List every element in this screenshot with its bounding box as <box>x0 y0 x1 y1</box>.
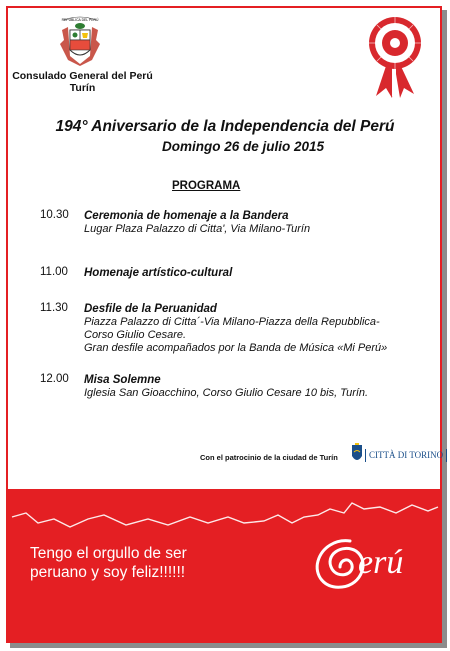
event-detail: Corso Giulio Cesare. <box>84 329 187 341</box>
event-time: 11.30 <box>40 302 68 314</box>
torino-shield-icon <box>351 443 363 465</box>
slogan <box>30 544 187 582</box>
event-detail: Iglesia San Gioacchino, Corso Giulio Cesare 10 bis, Turín. <box>84 387 369 399</box>
event-detail: Piazza Palazzo di Citta´-Via Milano-Piazza della Repubblica- <box>84 316 380 328</box>
consulate-line-2: Turín <box>69 82 96 94</box>
patronage-text: Con el patrocinio de la ciudad de Turín <box>200 453 338 462</box>
page-shadow-bottom <box>10 643 447 648</box>
event-title: 194° Aniversario de la Independencia del Perú <box>55 118 395 135</box>
coat-of-arms-icon <box>58 16 102 68</box>
consulate-line-1: Consulado General del Perú <box>12 70 153 82</box>
event-item-title: Homenaje artístico-cultural <box>84 267 233 279</box>
torino-logo-text: CITTÀ DI TORINO <box>365 449 447 462</box>
slogan-line-1: Tengo el orgullo de ser <box>30 545 187 562</box>
slogan-line-2: peruano y soy feliz!!!!!! <box>30 564 186 581</box>
program-heading: PROGRAMA <box>172 180 241 192</box>
event-item-title: Desfile de la Peruanidad <box>84 303 217 315</box>
event-item-title: Ceremonia de homenaje a la Bandera <box>84 210 289 222</box>
event-detail: Gran desfile acompañados por la Banda de Música «Mi Perú» <box>84 342 388 354</box>
emblem-text: REPÚBLICA DEL PERÚ <box>61 18 99 22</box>
event-detail: Lugar Plaza Palazzo di Citta', Via Milano-Turín <box>84 223 311 235</box>
event-item-title: Misa Solemne <box>84 374 161 386</box>
bottom-banner <box>8 489 440 641</box>
cockade-icon <box>368 16 422 98</box>
event-time: 10.30 <box>40 209 69 221</box>
consulate-name <box>10 70 155 94</box>
event-time: 11.00 <box>40 266 68 278</box>
event-time: 12.00 <box>40 373 69 385</box>
citta-di-torino-logo <box>351 443 444 469</box>
event-date: Domingo 26 de julio 2015 <box>162 139 325 154</box>
peru-brand-text: erú <box>358 544 404 581</box>
page-shadow-right <box>442 10 447 646</box>
